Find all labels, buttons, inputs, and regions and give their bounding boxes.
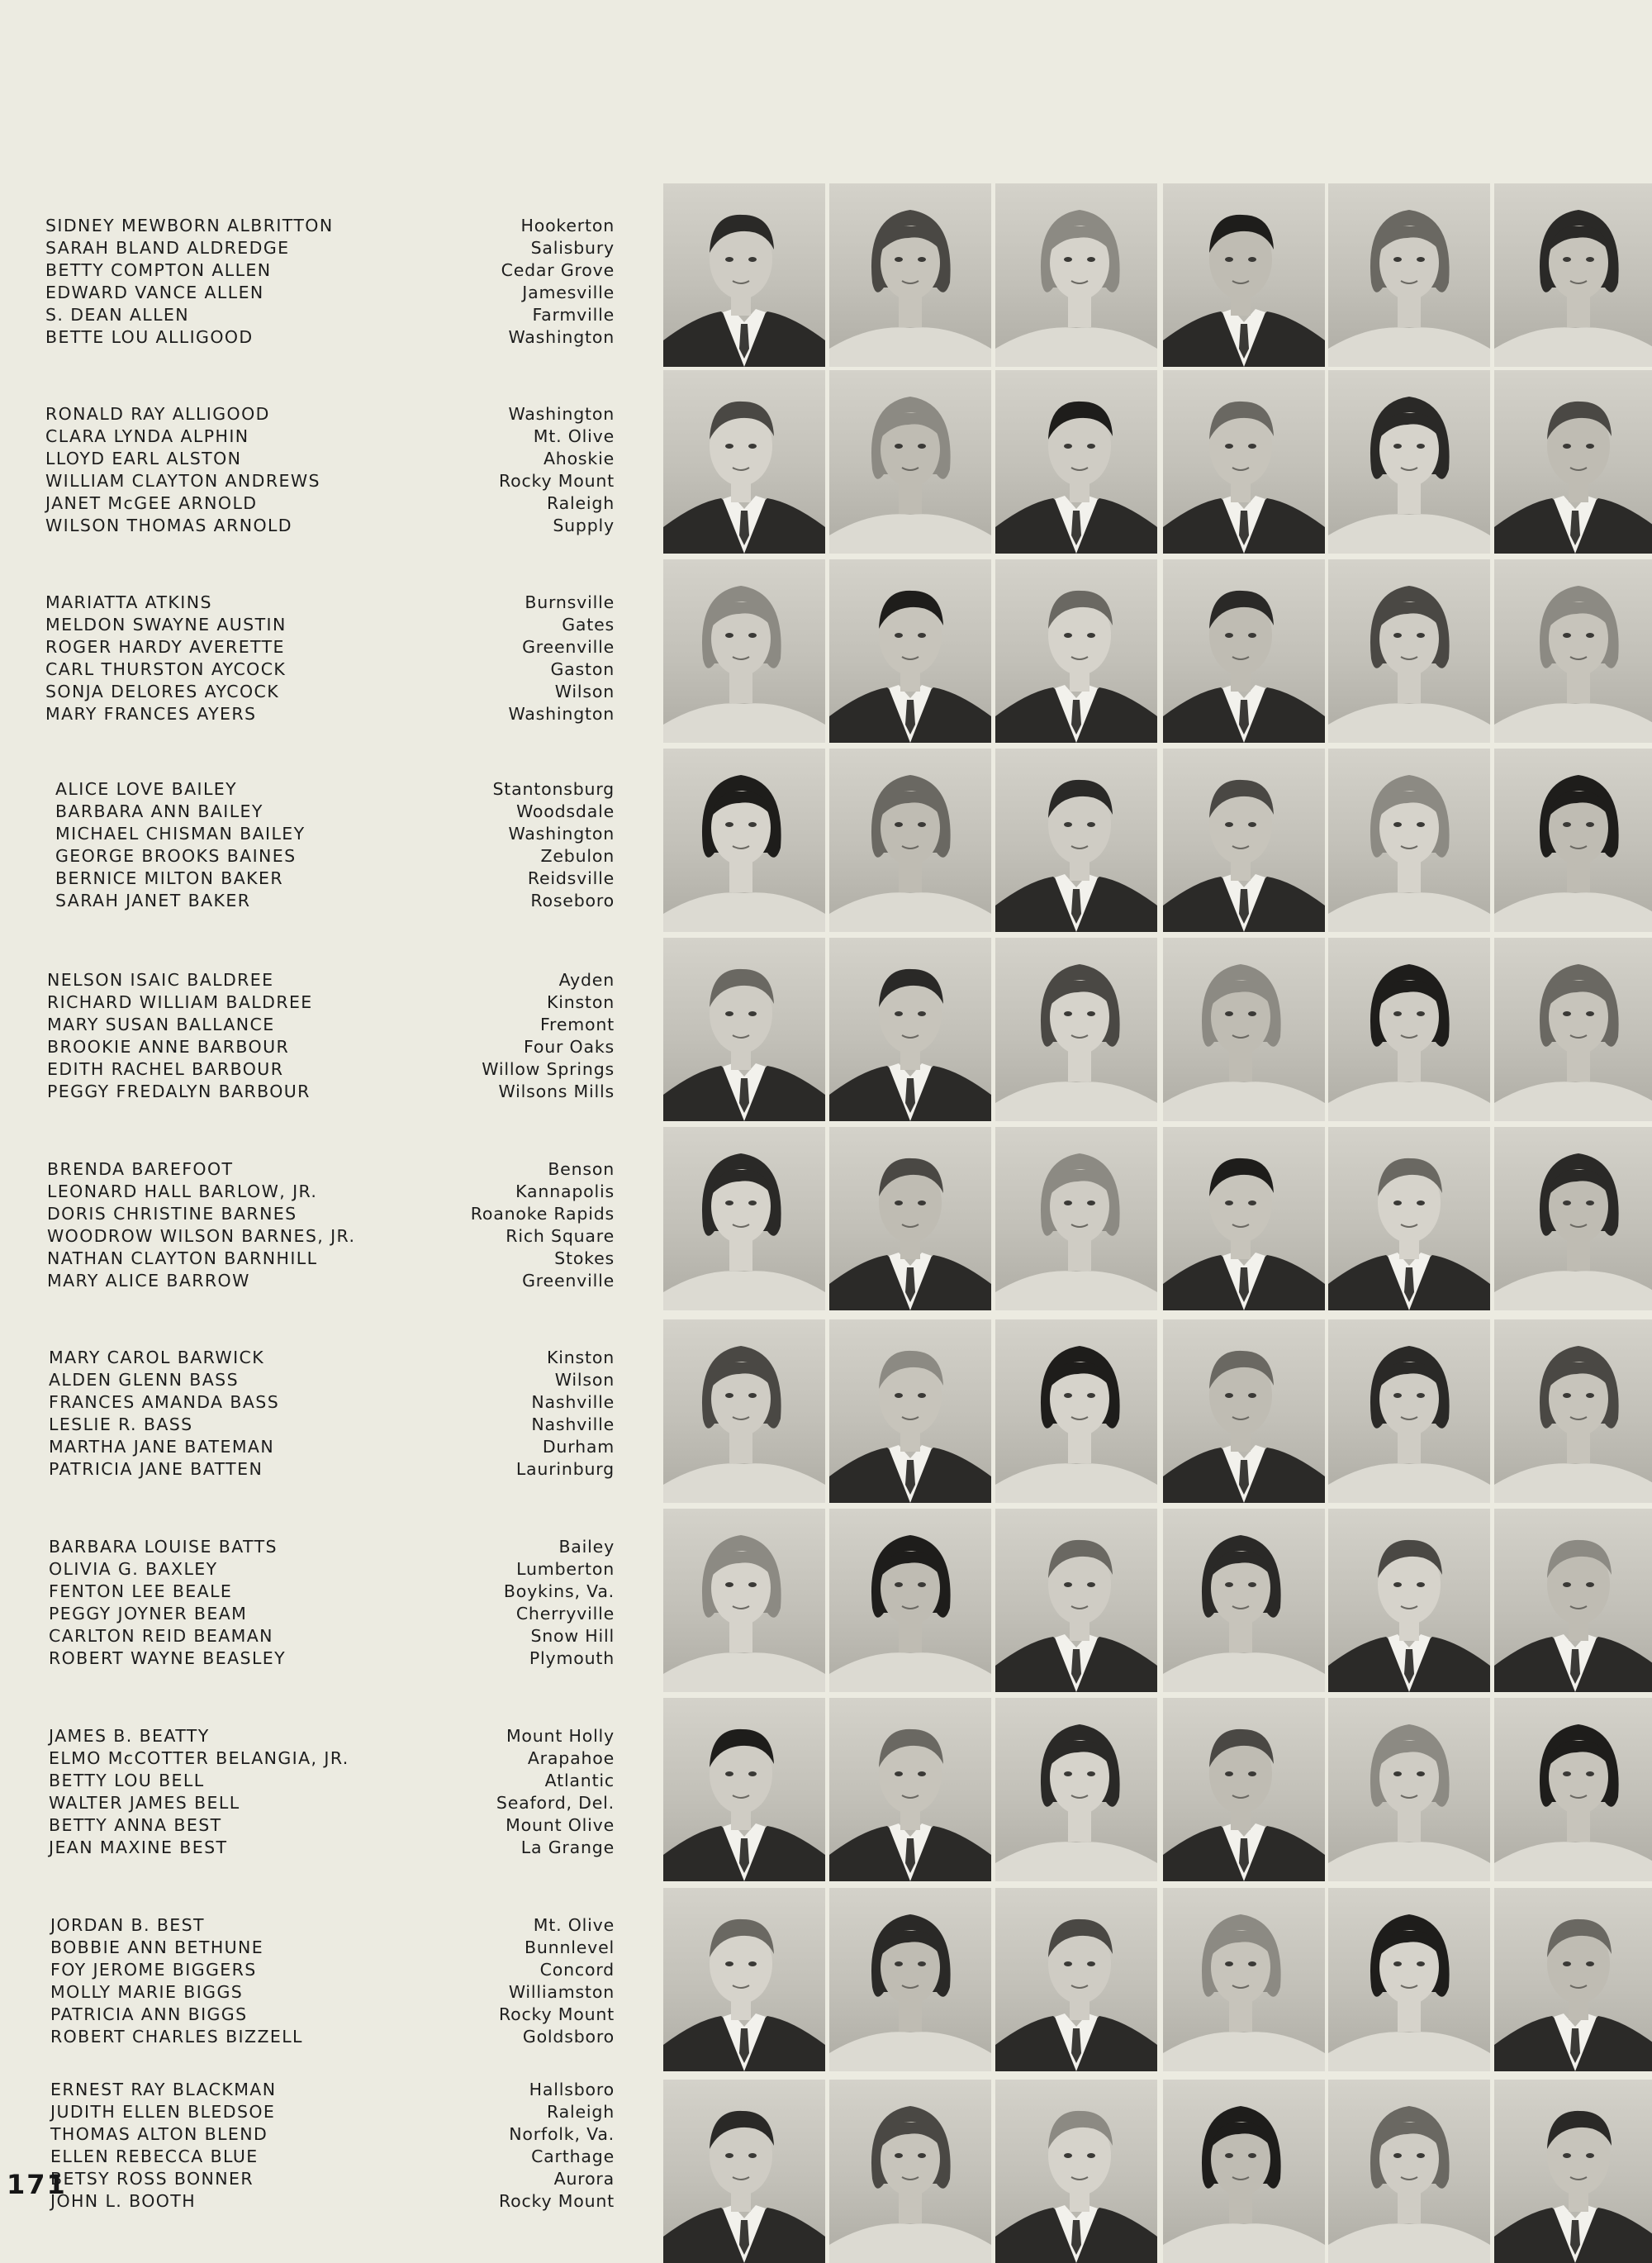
student-hometown: Stokes [554, 1248, 615, 1268]
portrait-drawing [1328, 183, 1490, 367]
student-name: THOMAS ALTON BLEND [50, 2124, 268, 2144]
student-portrait [1494, 1319, 1652, 1503]
student-portrait [1494, 183, 1652, 367]
portrait-drawing [995, 559, 1157, 743]
student-name: JORDAN B. BEST [50, 1915, 205, 1935]
student-name: JANET McGEE ARNOLD [45, 493, 258, 513]
portrait-drawing [995, 1319, 1157, 1503]
student-hometown: Nashville [531, 1414, 615, 1434]
portrait-drawing [1163, 2080, 1325, 2263]
student-hometown: Raleigh [547, 2102, 615, 2122]
student-hometown: Kinston [547, 992, 615, 1012]
student-name: PEGGY JOYNER BEAM [49, 1604, 248, 1624]
student-hometown: Kannapolis [515, 1181, 615, 1201]
student-hometown: Salisbury [530, 238, 615, 258]
student-name: BOBBIE ANN BETHUNE [50, 1937, 264, 1957]
portrait-drawing [663, 1509, 825, 1692]
hometowns-column [367, 969, 615, 1103]
student-hometown: Supply [553, 516, 615, 535]
student-portrait [663, 1888, 825, 2071]
portrait-drawing [1494, 1888, 1652, 2071]
student-portrait [663, 370, 825, 554]
student-name: SARAH JANET BAKER [55, 891, 251, 910]
portrait-drawing [1163, 749, 1325, 932]
student-hometown: Rich Square [506, 1226, 615, 1246]
student-portrait [1163, 749, 1325, 932]
student-hometown: Mount Olive [506, 1815, 615, 1835]
student-portrait [829, 559, 991, 743]
student-name: FOY JEROME BIGGERS [50, 1960, 257, 1980]
student-hometown: Willow Springs [482, 1059, 615, 1079]
student-name: WILLIAM CLAYTON ANDREWS [45, 471, 320, 491]
portrait-drawing [829, 1127, 991, 1310]
student-hometown: Stantonsburg [492, 779, 615, 799]
student-name: MARY ALICE BARROW [47, 1271, 250, 1291]
portrait-drawing [1163, 1888, 1325, 2071]
student-name: FENTON LEE BEALE [49, 1581, 233, 1601]
student-hometown: Roanoke Rapids [470, 1204, 615, 1224]
student-hometown: Ahoskie [543, 449, 615, 468]
student-name: MARIATTA ATKINS [45, 592, 212, 612]
student-name: BARBARA ANN BAILEY [55, 801, 263, 821]
student-portrait [829, 2080, 991, 2263]
portrait-drawing [829, 183, 991, 367]
student-portrait [829, 1888, 991, 2071]
student-hometown: Durham [542, 1437, 615, 1457]
student-hometown: Greenville [522, 637, 615, 657]
student-portrait [663, 749, 825, 932]
portrait-drawing [829, 1319, 991, 1503]
student-name: FRANCES AMANDA BASS [49, 1392, 280, 1412]
student-hometown: Atlantic [544, 1771, 615, 1790]
student-hometown: Mount Holly [506, 1726, 615, 1746]
portrait-drawing [1328, 938, 1490, 1121]
student-portrait [829, 1698, 991, 1881]
student-portrait [829, 1509, 991, 1692]
student-hometown: Boykins, Va. [503, 1581, 615, 1601]
portrait-drawing [1163, 1127, 1325, 1310]
student-portrait [1328, 559, 1490, 743]
student-portrait [995, 2080, 1157, 2263]
portrait-drawing [663, 749, 825, 932]
student-name: ERNEST RAY BLACKMAN [50, 2080, 277, 2099]
student-name: JOHN L. BOOTH [50, 2191, 197, 2211]
student-portrait [1494, 1127, 1652, 1310]
portrait-drawing [1163, 1509, 1325, 1692]
student-portrait [1328, 938, 1490, 1121]
student-portrait [663, 1319, 825, 1503]
student-hometown: Roseboro [530, 891, 615, 910]
portrait-drawing [663, 1319, 825, 1503]
student-name: MARY SUSAN BALLANCE [47, 1015, 275, 1034]
portrait-drawing [829, 1888, 991, 2071]
student-name: S. DEAN ALLEN [45, 305, 190, 325]
student-portrait [829, 749, 991, 932]
student-hometown: Lumberton [516, 1559, 615, 1579]
student-name: CLARA LYNDA ALPHIN [45, 426, 249, 446]
student-hometown: Seaford, Del. [496, 1793, 615, 1813]
portrait-drawing [1494, 1319, 1652, 1503]
student-hometown: Gates [562, 615, 615, 635]
portrait-drawing [1494, 1698, 1652, 1881]
student-hometown: Rocky Mount [499, 2191, 615, 2211]
hometowns-column [367, 2079, 615, 2213]
student-hometown: Washington [508, 704, 615, 724]
portrait-drawing [1163, 183, 1325, 367]
student-portrait [1163, 370, 1325, 554]
student-name: ELLEN REBECCA BLUE [50, 2147, 259, 2166]
student-portrait [1328, 2080, 1490, 2263]
student-hometown: Gaston [550, 659, 615, 679]
student-name: EDWARD VANCE ALLEN [45, 283, 264, 302]
portrait-drawing [1328, 2080, 1490, 2263]
student-portrait [1163, 183, 1325, 367]
portrait-drawing [995, 1698, 1157, 1881]
student-name: BETTY LOU BELL [49, 1771, 205, 1790]
portrait-drawing [829, 559, 991, 743]
student-name: LEONARD HALL BARLOW, JR. [47, 1181, 318, 1201]
student-name: WALTER JAMES BELL [49, 1793, 240, 1813]
portrait-drawing [829, 1509, 991, 1692]
student-hometown: Zebulon [540, 846, 615, 866]
student-name: GEORGE BROOKS BAINES [55, 846, 297, 866]
portrait-drawing [1328, 1319, 1490, 1503]
student-hometown: Reidsville [527, 868, 615, 888]
student-name: RICHARD WILLIAM BALDREE [47, 992, 313, 1012]
student-name: ELMO McCOTTER BELANGIA, JR. [49, 1748, 349, 1768]
portrait-drawing [1163, 1698, 1325, 1881]
student-portrait [1494, 1698, 1652, 1881]
student-hometown: Mt. Olive [533, 426, 615, 446]
student-hometown: Raleigh [547, 493, 615, 513]
student-portrait [995, 1127, 1157, 1310]
student-hometown: Fremont [539, 1015, 615, 1034]
page-number: 171 [7, 2169, 67, 2200]
student-name: LESLIE R. BASS [49, 1414, 193, 1434]
hometowns-column [367, 403, 615, 537]
student-name: ALICE LOVE BAILEY [55, 779, 238, 799]
student-name: BETTY COMPTON ALLEN [45, 260, 272, 280]
student-hometown: Nashville [531, 1392, 615, 1412]
student-name: BROOKIE ANNE BARBOUR [47, 1037, 290, 1057]
hometowns-column [367, 1914, 615, 2048]
student-portrait [1163, 938, 1325, 1121]
student-name: PEGGY FREDALYN BARBOUR [47, 1082, 311, 1101]
portrait-drawing [1328, 1698, 1490, 1881]
student-name: SONJA DELORES AYCOCK [45, 682, 280, 701]
portrait-drawing [829, 370, 991, 554]
student-hometown: Williamston [508, 1982, 615, 2002]
student-portrait [1163, 1509, 1325, 1692]
student-hometown: Woodsdale [516, 801, 615, 821]
student-name: ALDEN GLENN BASS [49, 1370, 239, 1390]
student-hometown: Greenville [522, 1271, 615, 1291]
student-name: BETTY ANNA BEST [49, 1815, 222, 1835]
student-portrait [995, 370, 1157, 554]
student-portrait [1163, 1127, 1325, 1310]
hometowns-column [367, 1536, 615, 1670]
portrait-drawing [1494, 749, 1652, 932]
portrait-drawing [1328, 1127, 1490, 1310]
portrait-drawing [1494, 183, 1652, 367]
student-portrait [829, 183, 991, 367]
student-portrait [1494, 2080, 1652, 2263]
student-hometown: Four Oaks [524, 1037, 615, 1057]
student-portrait [663, 559, 825, 743]
student-portrait [1494, 370, 1652, 554]
student-hometown: Wilson [554, 1370, 615, 1390]
student-portrait [1163, 1888, 1325, 2071]
student-portrait [1328, 1509, 1490, 1692]
portrait-drawing [1494, 938, 1652, 1121]
portrait-drawing [829, 2080, 991, 2263]
student-name: MELDON SWAYNE AUSTIN [45, 615, 287, 635]
hometowns-column [367, 1158, 615, 1292]
portrait-drawing [829, 749, 991, 932]
student-portrait [1328, 1319, 1490, 1503]
student-name: NATHAN CLAYTON BARNHILL [47, 1248, 318, 1268]
student-name: CARL THURSTON AYCOCK [45, 659, 287, 679]
student-name: PATRICIA JANE BATTEN [49, 1459, 263, 1479]
student-name: PATRICIA ANN BIGGS [50, 2004, 248, 2024]
student-name: BETSY ROSS BONNER [50, 2169, 254, 2189]
student-name: EDITH RACHEL BARBOUR [47, 1059, 284, 1079]
portrait-drawing [663, 183, 825, 367]
student-hometown: Rocky Mount [499, 2004, 615, 2024]
student-hometown: Goldsboro [522, 2027, 615, 2047]
student-hometown: Wilsons Mills [498, 1082, 615, 1101]
portrait-drawing [1163, 370, 1325, 554]
student-portrait [995, 559, 1157, 743]
student-name: LLOYD EARL ALSTON [45, 449, 242, 468]
student-portrait [1163, 1319, 1325, 1503]
portrait-drawing [995, 1888, 1157, 2071]
student-portrait [829, 1319, 991, 1503]
student-hometown: Laurinburg [515, 1459, 615, 1479]
portrait-drawing [1163, 1319, 1325, 1503]
portrait-drawing [1494, 559, 1652, 743]
portrait-drawing [1163, 938, 1325, 1121]
student-name: BERNICE MILTON BAKER [55, 868, 283, 888]
student-portrait [1163, 559, 1325, 743]
student-name: DORIS CHRISTINE BARNES [47, 1204, 297, 1224]
student-name: JAMES B. BEATTY [49, 1726, 210, 1746]
student-portrait [1494, 559, 1652, 743]
portrait-drawing [663, 1698, 825, 1881]
portrait-drawing [663, 938, 825, 1121]
student-name: WILSON THOMAS ARNOLD [45, 516, 292, 535]
student-portrait [995, 749, 1157, 932]
student-portrait [829, 370, 991, 554]
portrait-drawing [1494, 1127, 1652, 1310]
student-name: OLIVIA G. BAXLEY [49, 1559, 218, 1579]
student-name: MARTHA JANE BATEMAN [49, 1437, 275, 1457]
student-name: ROGER HARDY AVERETTE [45, 637, 285, 657]
portrait-drawing [995, 183, 1157, 367]
student-portrait [995, 1319, 1157, 1503]
student-portrait [1163, 1698, 1325, 1881]
student-hometown: Snow Hill [530, 1626, 615, 1646]
student-portrait [663, 183, 825, 367]
student-portrait [1328, 370, 1490, 554]
student-portrait [1328, 1698, 1490, 1881]
student-portrait [995, 1698, 1157, 1881]
student-hometown: Washington [508, 404, 615, 424]
portrait-drawing [663, 2080, 825, 2263]
student-hometown: Bunnlevel [525, 1937, 615, 1957]
portrait-drawing [1328, 559, 1490, 743]
portrait-drawing [995, 1127, 1157, 1310]
student-hometown: Benson [548, 1159, 615, 1179]
portrait-drawing [1328, 1509, 1490, 1692]
student-portrait [995, 938, 1157, 1121]
portrait-drawing [829, 938, 991, 1121]
student-hometown: Aurora [553, 2169, 615, 2189]
student-hometown: Wilson [554, 682, 615, 701]
portrait-drawing [995, 2080, 1157, 2263]
student-name: NELSON ISAIC BALDREE [47, 970, 274, 990]
portrait-drawing [995, 370, 1157, 554]
student-hometown: Carthage [531, 2147, 615, 2166]
student-portrait [995, 1888, 1157, 2071]
student-name: MARY CAROL BARWICK [49, 1348, 265, 1367]
student-name: MICHAEL CHISMAN BAILEY [55, 824, 306, 844]
student-hometown: Washington [508, 327, 615, 347]
portrait-drawing [1328, 1888, 1490, 2071]
student-portrait [1163, 2080, 1325, 2263]
student-hometown: Mt. Olive [533, 1915, 615, 1935]
student-hometown: Ayden [558, 970, 615, 990]
student-portrait [1328, 1888, 1490, 2071]
hometowns-column [367, 778, 615, 912]
student-portrait [663, 1698, 825, 1881]
student-name: BRENDA BAREFOOT [47, 1159, 234, 1179]
portrait-drawing [1163, 559, 1325, 743]
student-name: ROBERT CHARLES BIZZELL [50, 2027, 303, 2047]
hometowns-column [367, 1347, 615, 1481]
student-hometown: Cedar Grove [501, 260, 615, 280]
student-portrait [663, 2080, 825, 2263]
student-portrait [663, 938, 825, 1121]
portrait-drawing [1328, 370, 1490, 554]
student-hometown: Hookerton [520, 216, 615, 235]
student-hometown: Arapahoe [527, 1748, 615, 1768]
portrait-drawing [1494, 370, 1652, 554]
student-portrait [1494, 1509, 1652, 1692]
student-portrait [1494, 1888, 1652, 2071]
student-hometown: Rocky Mount [499, 471, 615, 491]
student-hometown: Kinston [547, 1348, 615, 1367]
student-name: WOODROW WILSON BARNES, JR. [47, 1226, 356, 1246]
portrait-drawing [663, 559, 825, 743]
student-name: BARBARA LOUISE BATTS [49, 1537, 278, 1557]
student-portrait [995, 1509, 1157, 1692]
student-portrait [663, 1509, 825, 1692]
student-hometown: Cherryville [515, 1604, 615, 1624]
student-name: JEAN MAXINE BEST [49, 1837, 228, 1857]
student-name: CARLTON REID BEAMAN [49, 1626, 273, 1646]
hometowns-column [367, 592, 615, 725]
hometowns-column [367, 215, 615, 349]
student-name: MOLLY MARIE BIGGS [50, 1982, 244, 2002]
student-name: RONALD RAY ALLIGOOD [45, 404, 270, 424]
student-hometown: Farmville [532, 305, 615, 325]
student-hometown: Plymouth [529, 1648, 615, 1668]
student-name: SIDNEY MEWBORN ALBRITTON [45, 216, 334, 235]
student-name: JUDITH ELLEN BLEDSOE [50, 2102, 276, 2122]
portrait-drawing [1494, 1509, 1652, 1692]
student-hometown: Hallsboro [529, 2080, 615, 2099]
student-hometown: Bailey [558, 1537, 615, 1557]
portrait-drawing [995, 1509, 1157, 1692]
student-portrait [1494, 749, 1652, 932]
portrait-drawing [1328, 749, 1490, 932]
student-hometown: Burnsville [525, 592, 615, 612]
portrait-drawing [663, 370, 825, 554]
student-portrait [1328, 1127, 1490, 1310]
student-hometown: Norfolk, Va. [509, 2124, 615, 2144]
student-name: ROBERT WAYNE BEASLEY [49, 1648, 287, 1668]
student-hometown: Jamesville [522, 283, 615, 302]
portrait-drawing [995, 749, 1157, 932]
student-portrait [1494, 938, 1652, 1121]
student-portrait [829, 1127, 991, 1310]
portrait-drawing [663, 1127, 825, 1310]
student-portrait [995, 183, 1157, 367]
portrait-drawing [1494, 2080, 1652, 2263]
student-name: SARAH BLAND ALDREDGE [45, 238, 290, 258]
student-portrait [1328, 749, 1490, 932]
student-hometown: Washington [508, 824, 615, 844]
hometowns-column [367, 1725, 615, 1859]
student-name: BETTE LOU ALLIGOOD [45, 327, 254, 347]
portrait-drawing [829, 1698, 991, 1881]
student-hometown: La Grange [520, 1837, 615, 1857]
student-portrait [829, 938, 991, 1121]
portrait-drawing [995, 938, 1157, 1121]
student-name: MARY FRANCES AYERS [45, 704, 257, 724]
student-hometown: Concord [539, 1960, 615, 1980]
portrait-drawing [663, 1888, 825, 2071]
student-portrait [663, 1127, 825, 1310]
student-portrait [1328, 183, 1490, 367]
